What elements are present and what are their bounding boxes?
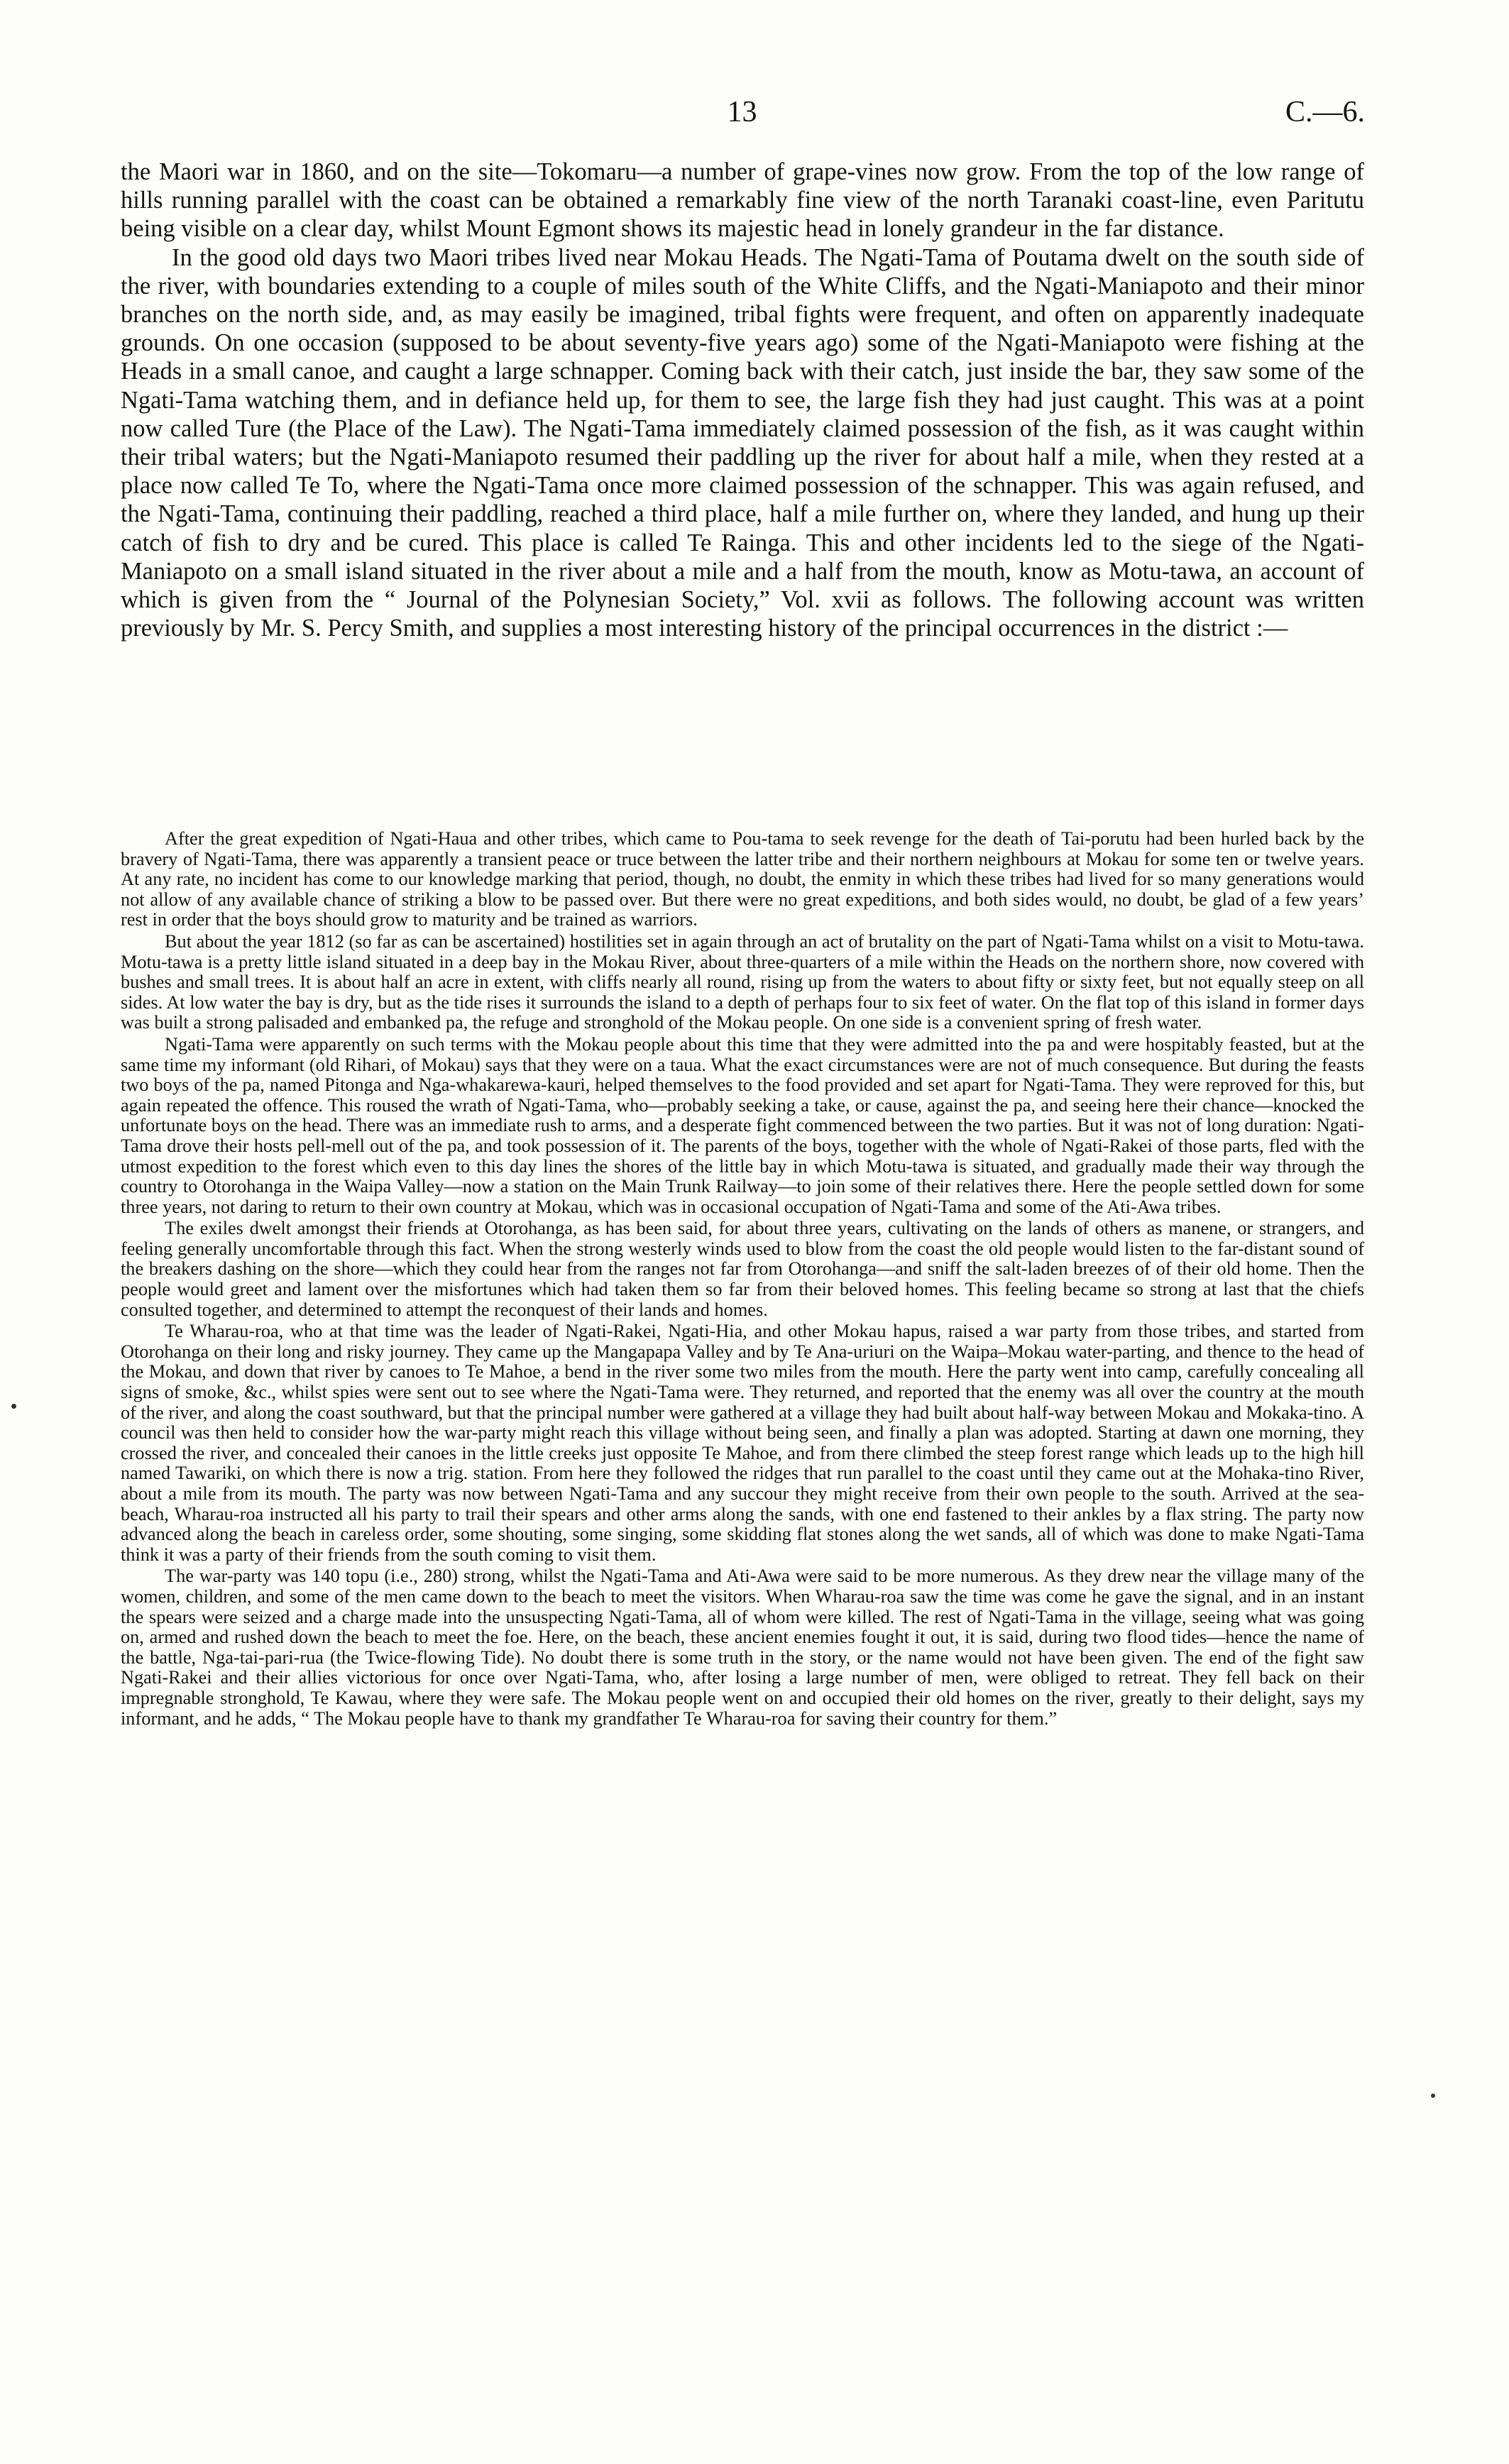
page-header <box>119 91 1365 133</box>
scan-speck <box>11 1404 16 1409</box>
main-text <box>121 158 1364 642</box>
quote-paragraph-1: After the great expedition of Ngati-Haua and other tribes, which came to Pou-tama to seek revenge for the death of Tai-porutu had been hurled back by the bravery of Ngati-Tama, there was apparently a transient peace or truce between the latter tribe and their northern neighbours at Mokau for some ten or twelve years. At any rate, no incident has come to our knowledge marking that period, though, no doubt, the enmity in which these tribes had lived for so many generations would not allow of any available chance of striking a blow to be passed over. But there were no great expeditions, and both sides would, no doubt, be glad of a few years’ rest in order that the boys should grow to maturity and be trained as warriors. <box>121 828 1364 930</box>
quoted-account <box>121 829 1364 1729</box>
quote-paragraph-4: The exiles dwelt amongst their friends at Otorohanga, as has been said, for about three years, cultivating on the lands of others as manene, or strangers, and feeling generally uncomfortable through this fact. When the strong westerly winds used to blow from the coast the old people would listen to the far-distant sound of the breakers dashing on the shore—which they could hear from the ranges not far from Otorohanga—and sniff the salt-laden breezes of of their old home. Then the people would greet and lament over the misfortunes which had taken them so far from their beloved homes. This feeling became so strong at last that the chiefs consulted together, and determined to attempt the reconquest of their lands and homes. <box>121 1218 1364 1320</box>
paragraph-mokau-heads: In the good old days two Maori tribes lived near Mokau Heads. The Ngati-Tama of Poutama dwelt on the south side of the river, with boundaries extending to a couple of miles south of the White Cliffs, and the Ngati-Maniapoto and their minor branches on the north side, and, as may easily be imagined, tribal fights were frequent, and often on apparently inadequate grounds. On one occasion (supposed to be about seventy-five years ago) some of the Ngati-Maniapoto were fishing at the Heads in a small canoe, and caught a large schnapper. Coming back with their catch, just inside the bar, they saw some of the Ngati-Tama watching them, and in defiance held up, for them to see, the large fish they had just caught. This was at a point now called Ture (the Place of the Law). The Ngati-Tama immediately claimed possession of the fish, as it was caught within their tribal waters; but the Ngati-Maniapoto resumed their paddling up the river for about half a mile, when they rested at a place now called Te To, where the Ngati-Tama once more claimed possession of the schnapper. This was again refused, and the Ngati-Tama, continuing their paddling, reached a third place, half a mile further on, where they landed, and hung up their catch of fish to dry and be cured. This place is called Te Rainga. This and other incidents led to the siege of the Ngati-Maniapoto on a small island situated in the river about a mile and a half from the mouth, know as Motu-tawa, an account of which is given from the “ Journal of the Polynesian Society,” Vol. xvii as follows. The following account was written previously by Mr. S. Percy Smith, and supplies a most interesting history of the principal occurrences in the district :— <box>121 243 1364 642</box>
paragraph-continuation: the Maori war in 1860, and on the site—Tokomaru—a number of grape-vines now grow. From the top of the low range of hills running parallel with the coast can be obtained a remarkably fine view of the north Taranaki coast-line, even Paritutu being visible on a clear day, whilst Mount Egmont shows its majestic head in lonely grandeur in the far distance. <box>121 158 1364 243</box>
page-number: 13 <box>727 96 757 128</box>
scan-speck <box>1431 2094 1435 2098</box>
quote-paragraph-6: The war-party was 140 topu (i.e., 280) strong, whilst the Ngati-Tama and Ati-Awa were said to be more numerous. As they drew near the village many of the women, children, and some of the men came down to the beach to meet the visitors. When Wharau-roa saw the time was come he gave the signal, and in an instant the spears were seized and a charge made into the unsuspecting Ngati-Tama, all of whom were killed. The rest of Ngati-Tama in the village, seeing what was going on, armed and rushed down the beach to meet the foe. Here, on the beach, these ancient enemies fought it out, it is said, during two flood tides—hence the name of the battle, Nga-tai-pari-rua (the Twice-flowing Tide). No doubt there is some truth in the story, or the name would not have been given. The end of the fight saw Ngati-Rakei and their allies victorious for once over Ngati-Tama, who, after losing a large number of men, were obliged to retreat. They fell back on their impregnable stronghold, Te Kawau, where they were safe. The Mokau people went on and occupied their old homes on the river, greatly to their delight, says my informant, and he adds, “ The Mokau people have to thank my grandfather Te Wharau-roa for saving their country for them.” <box>121 1566 1364 1729</box>
quote-paragraph-3: Ngati-Tama were apparently on such terms with the Mokau people about this time that they were admitted into the pa and were hospitably feasted, but at the same time my informant (old Rihari, of Mokau) says that they were on a taua. What the exact circumstances were are not of much consequence. But during the feasts two boys of the pa, named Pitonga and Nga-whakarewa-kauri, helped themselves to the food provided and set apart for Ngati-Tama. They were reproved for this, but again repeated the offence. This roused the wrath of Ngati-Tama, who—probably seeking a take, or cause, against the pa, and seeing here their chance—knocked the unfortunate boys on the head. There was an immediate rush to arms, and a desperate fight commenced between the two parties. But it was not of long duration: Ngati-Tama drove their hosts pell-mell out of the pa, and took possession of it. The parents of the boys, together with the whole of Ngati-Rakei of those parts, fled with the utmost expedition to the forest which even to this day lines the shores of the little bay in which Motu-tawa is situated, and gradually made their way through the country to Otorohanga in the Waipa Valley—now a station on the Main Trunk Railway—to join some of their relatives there. Here the people settled down for some three years, not daring to return to their own country at Mokau, which was in occasional occupation of Ngati-Tama and some of the Ati-Awa tribes. <box>121 1033 1364 1217</box>
quote-paragraph-2: But about the year 1812 (so far as can be ascertained) hostilities set in again through an act of brutality on the part of Ngati-Tama whilst on a visit to Motu-tawa. Motu-tawa is a pretty little island situated in a deep bay in the Mokau River, about three-quarters of a mile within the Heads on the northern shore, now covered with bushes and small trees. It is about half an acre in extent, with cliffs nearly all round, rising up from the waters to about fifty or sixty feet, but not equally steep on all sides. At low water the bay is dry, but as the tide rises it surrounds the island to a depth of perhaps four to six feet of water. On the flat top of this island in former days was built a strong palisaded and embanked pa, the refuge and stronghold of the Mokau people. On one side is a convenient spring of fresh water. <box>121 930 1364 1033</box>
quote-paragraph-5: Te Wharau-roa, who at that time was the leader of Ngati-Rakei, Ngati-Hia, and other Mokau hapus, raised a war party from those tribes, and started from Otorohanga on their long and risky journey. They came up the Mangapapa Valley and by Te Ana-uriuri on the Waipa–Mokau water-parting, and thence to the head of the Mokau, and down that river by canoes to Te Mahoe, a bend in the river some two miles from the mouth. Here the party went into camp, carefully concealing all signs of smoke, &c., whilst spies were sent out to see where the Ngati-Tama were. They returned, and reported that the enemy was all over the country at the mouth of the river, and along the coast southward, but that the principal number were gathered at a village they had built about half-way between Mokau and Mokaka-tino. A council was then held to consider how the war-party might reach this village without being seen, and finally a plan was adopted. Starting at dawn one morning, they crossed the river, and concealed their canoes in the little creeks just opposite Te Mahoe, and from there climbed the steep forest range which leads up to the high hill named Tawariki, on which there is now a trig. station. From here they followed the ridges that run parallel to the coast until they came out at the Mohaka-tino River, about a mile from its mouth. The party was now between Ngati-Tama and any succour they might receive from their own people to the south. Arrived at the sea-beach, Wharau-roa instructed all his party to trail their spears and other arms along the sands, with one end fastened to their ankles by a flax string. The party now advanced along the beach in careless order, some shouting, some singing, some skidding flat stones along the wet sands, all of which was done to make Ngati-Tama think it was a party of their friends from the south coming to visit them. <box>121 1321 1364 1565</box>
document-reference: C.—6. <box>1285 96 1365 128</box>
